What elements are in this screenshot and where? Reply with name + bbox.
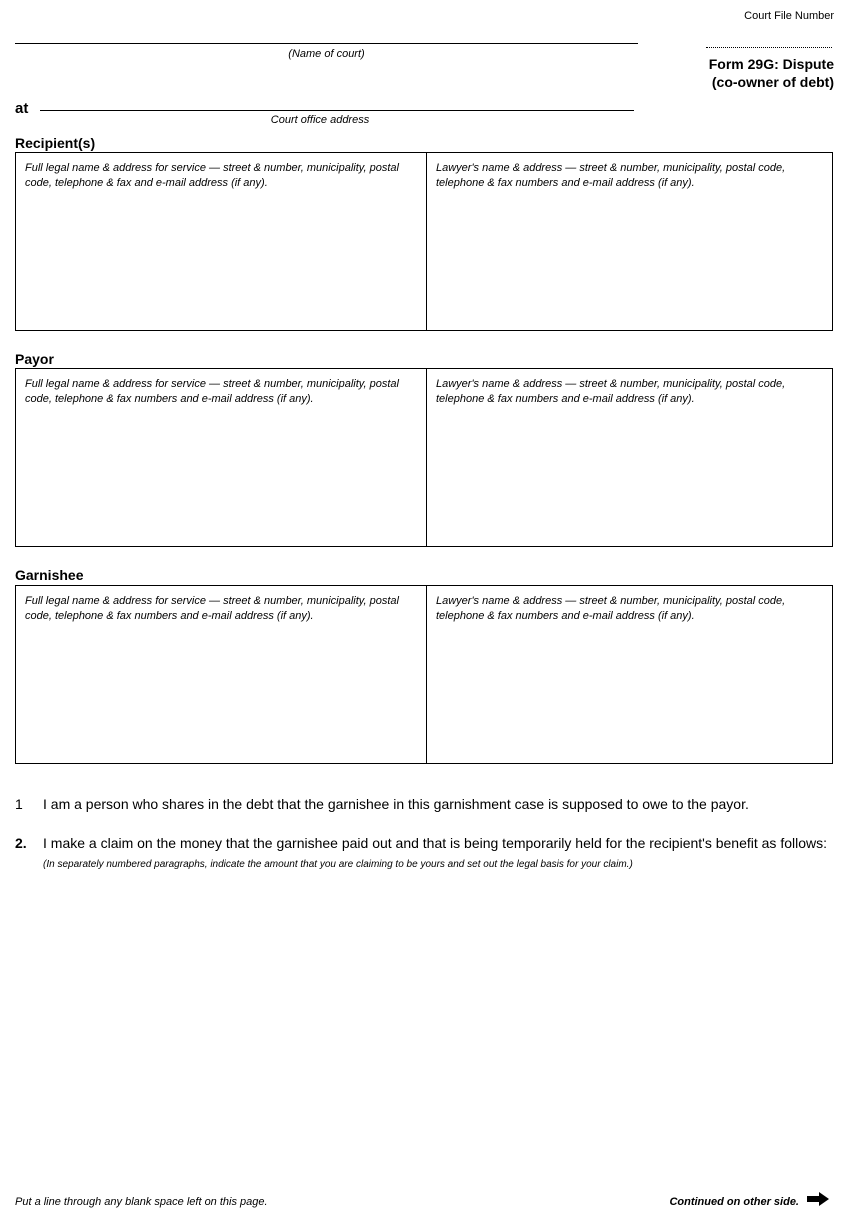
garnishee-lawyer-cell[interactable]: [427, 586, 832, 763]
blank-space-instruction: Put a line through any blank space left on this page.: [15, 1196, 268, 1208]
recipient-lawyer-cell[interactable]: [427, 153, 832, 330]
continued-label: Continued on other side.: [669, 1195, 799, 1208]
garnishee-section-title: Garnishee: [15, 567, 84, 583]
at-label: at: [15, 100, 29, 117]
court-file-number-label: Court File Number: [744, 10, 834, 22]
court-address-line[interactable]: [40, 110, 634, 111]
form-title: [709, 55, 834, 91]
payor-box: [15, 368, 833, 547]
paragraph-2-number: 2.: [15, 835, 27, 851]
garnishee-box: [15, 585, 833, 764]
recipient-party-cell[interactable]: [16, 153, 427, 330]
paragraph-1-number: 1: [15, 796, 23, 812]
payor-section-title: Payor: [15, 351, 54, 367]
payor-lawyer-cell[interactable]: [427, 369, 832, 546]
recipient-lawyer-hint: Lawyer's name & address — street & number, municipality, postal code, telephone & fax numbers and e-mail address (if any).: [436, 162, 786, 189]
continued-notice: [669, 1192, 829, 1211]
garnishee-party-hint: Full legal name & address for service — street & number, municipality, postal code, telephone & fax numbers and e-mail address (if any).: [25, 595, 399, 622]
claim-details-area[interactable]: [43, 880, 833, 1180]
court-name-line[interactable]: [15, 43, 638, 44]
payor-party-hint: Full legal name & address for service — street & number, municipality, postal code, telephone & fax numbers and e-mail address (if any).: [25, 378, 399, 405]
recipient-box: [15, 152, 833, 331]
paragraph-1-text: I am a person who shares in the debt that the garnishee in this garnishment case is supposed to owe to the payor.: [43, 796, 749, 812]
court-office-address-label: Court office address: [270, 114, 370, 126]
payor-party-cell[interactable]: [16, 369, 427, 546]
name-of-court-label: (Name of court): [288, 48, 365, 60]
recipient-party-hint: Full legal name & address for service — street & number, municipality, postal code, telephone & fax and e-mail address (if any).: [25, 162, 399, 189]
paragraph-2-text: I make a claim on the money that the garnishee paid out and that is being temporarily held for the recipient's benefit as follows:: [43, 835, 828, 851]
form-title-line2: (co-owner of debt): [711, 74, 834, 90]
payor-lawyer-hint: Lawyer's name & address — street & number, municipality, postal code, telephone & fax numbers and e-mail address (if any).: [436, 378, 786, 405]
right-arrow-icon: [807, 1192, 829, 1211]
garnishee-party-cell[interactable]: [16, 586, 427, 763]
paragraph-2-note: (In separately numbered paragraphs, indicate the amount that you are claiming to be yours and set out the legal basis for your claim.): [43, 859, 633, 870]
garnishee-lawyer-hint: Lawyer's name & address — street & number, municipality, postal code, telephone & fax numbers and e-mail address (if any).: [436, 595, 786, 622]
recipient-section-title: Recipient(s): [15, 135, 96, 151]
court-file-number-field[interactable]: [706, 47, 832, 48]
form-title-line1: Form 29G: Dispute: [708, 56, 834, 72]
